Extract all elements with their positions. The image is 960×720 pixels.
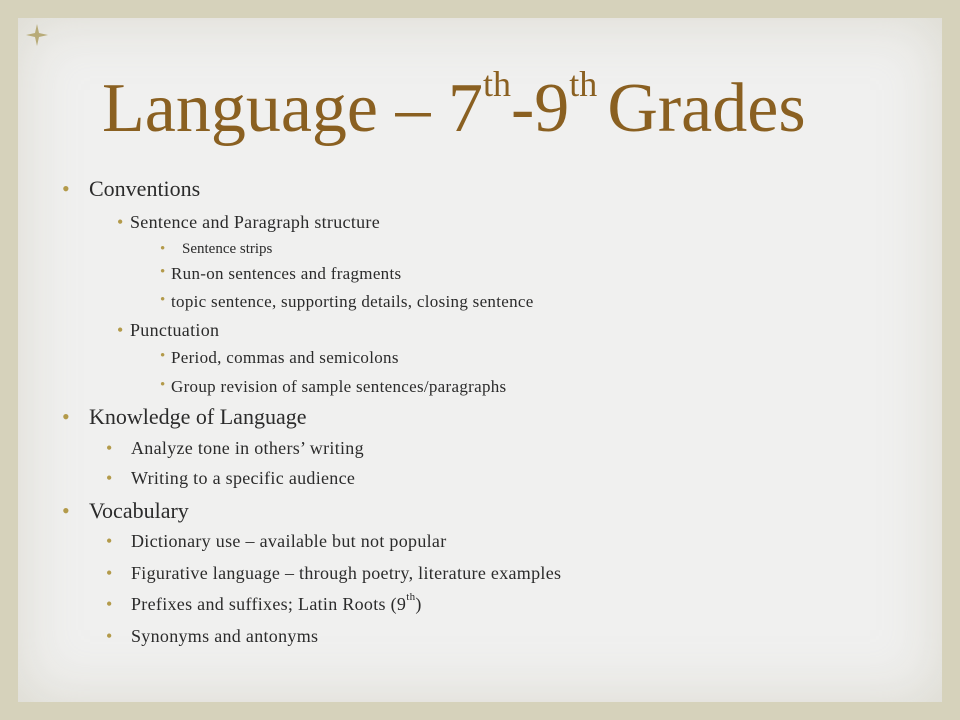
bullet-topic-sentence: topic sentence, supporting details, closing sentence [171, 292, 534, 311]
bullet-icon: • [160, 241, 166, 257]
bullet-icon: • [106, 531, 113, 551]
bullet-prefixes: Prefixes and suffixes; Latin Roots (9th) [131, 591, 422, 614]
bullet-sentence-strips: Sentence strips [182, 241, 273, 257]
bullet-run-on: Run-on sentences and fragments [171, 264, 402, 283]
bullet-icon: • [117, 212, 124, 232]
bullet-icon: • [160, 377, 166, 393]
bullet-knowledge: Knowledge of Language [89, 404, 307, 429]
bullet-icon: • [106, 438, 113, 458]
bullet-conventions: Conventions [89, 176, 201, 201]
bullet-icon: • [62, 498, 70, 523]
bullet-group-revision: Group revision of sample sentences/paragraphs [171, 377, 507, 396]
bullet-writing-audience: Writing to a specific audience [131, 468, 356, 488]
bullet-sentence-paragraph: Sentence and Paragraph structure [130, 212, 380, 232]
bullet-synonyms: Synonyms and antonyms [131, 626, 319, 646]
bullet-punctuation: Punctuation [130, 320, 220, 340]
bullet-icon: • [62, 176, 70, 201]
bullet-icon: • [62, 404, 70, 429]
bullet-analyze-tone: Analyze tone in others’ writing [131, 438, 364, 458]
slide-title: Language – 7th-9th Grades [102, 64, 806, 147]
bullet-icon: • [106, 594, 113, 614]
bullet-icon: • [160, 292, 166, 308]
bullet-icon: • [117, 320, 124, 340]
bullet-icon: • [160, 348, 166, 364]
bullet-vocabulary: Vocabulary [89, 498, 189, 523]
bullet-figurative: Figurative language – through poetry, literature examples [131, 563, 562, 583]
bullet-icon: • [106, 563, 113, 583]
bullet-icon: • [160, 264, 166, 280]
bullet-icon: • [106, 468, 113, 488]
bullet-period-commas: Period, commas and semicolons [171, 348, 399, 367]
bullet-icon: • [106, 626, 113, 646]
bullet-dictionary: Dictionary use – available but not popular [131, 531, 447, 551]
